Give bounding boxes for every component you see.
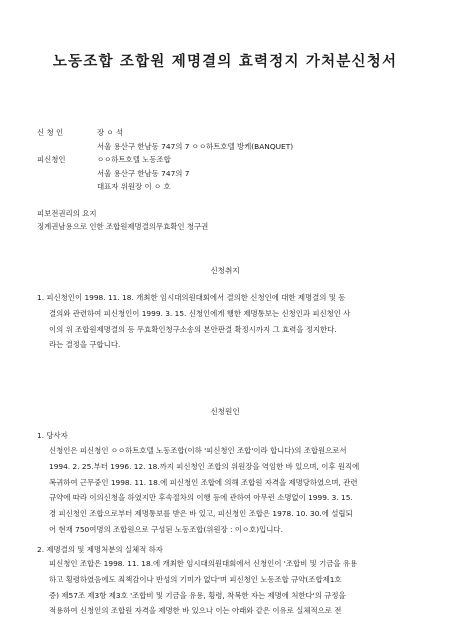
section-1-paragraph <box>49 443 359 538</box>
section-1-line: 복귀하여 근무중인 1998. 11. 18.에 피신청인 조합에 의해 조합원 자격을 제명당하였으며, 관련 <box>49 477 358 487</box>
section-2-paragraph <box>49 556 357 619</box>
document-title: 노동조합 조합원 제명결의 효력정지 가처분신청서 <box>52 53 398 70</box>
section-1-line: 신청인은 피신청인 ㅇㅇ하트호텔 노동조합(이하 '피신청인 조합'이라 합니다)의 조합원으로서 <box>49 446 347 455</box>
section-2-line: 증) 제57조 제3항 제3호 '조합비 및 기금을 유용, 횡령, 착복한 자는 제명에 처한다'의 규정을 <box>49 590 346 600</box>
protected-right-label: 피보전권리의 요지 <box>37 209 97 218</box>
section-2-line: 하고 횡령하였음에도 죄책감이나 반성의 기미가 없다'며 피신청인 노동조합 규약(조합제1호 <box>49 574 342 584</box>
respondent-label: 피신청인 <box>37 155 66 164</box>
respondent-name: ㅇㅇ하트호텔 노동조합 <box>97 155 171 164</box>
respondent-representative: 대표자 위원장 이 ㅇ 호 <box>97 182 171 191</box>
purpose-line: 라는 결정을 구합니다. <box>49 340 121 350</box>
reasons-heading: 신청원인 <box>210 407 240 416</box>
section-2-line: 피신청인 조합은 1998. 11. 18.에 개최한 임시대의원대회에서 신청인이 '조합비 및 기금을 유용 <box>49 559 358 568</box>
purpose-line: 이의 위 조합원제명결의 등 무효확인청구소송의 본안판결 확정시까지 그 효력을 정지한다. <box>49 324 337 334</box>
purpose-line: 결의와 관련하여 피신청인이 1999. 3. 15. 신청인에게 행한 제명통보는 신청인과 피신청인 사 <box>49 308 351 318</box>
applicant-address: 서울 용산구 한남동 747의 7 ㅇㅇ하트호텔 방케(BANQUET) <box>97 142 294 151</box>
purpose-heading: 신청취지 <box>210 266 240 275</box>
section-1-line: 어 현재 750여명의 조합원으로 구성된 노동조합(위원장 : 이ㅇ호)입니다. <box>49 524 283 534</box>
respondent-address: 서울 용산구 한남동 747의 7 <box>97 169 190 178</box>
section-1-line: 규약에 따라 이의신청을 하였지만 후속절차의 이행 등에 관하여 아무런 소명없이 1999. 3. 15. <box>49 493 353 503</box>
section-1-line: 1994. 2. 25.부터 1996. 12. 18.까지 피신청인 조합의 위원장을 역임한 바 있으며, 이후 원직에 <box>49 461 360 471</box>
section-2-title: 2. 제명결의 및 제명처분의 실체적 하자 <box>37 545 163 554</box>
section-1-title: 1. 당사자 <box>37 431 68 440</box>
applicant-name: 장 ㅇ 석 <box>97 128 124 137</box>
purpose-line: 1. 피신청인이 1998. 11. 18. 개최한 임시대의원대회에서 결의한 신청인에 대한 제명결의 및 동 <box>37 293 346 302</box>
section-2-line: 적용하여 신청인의 조합원 자격을 제명한 바 있으나 이는 아래와 같은 이유로 실체적으로 전 <box>49 606 342 616</box>
applicant-label: 신 청 인 <box>37 128 64 137</box>
purpose-paragraph <box>37 290 350 353</box>
section-1-line: 경 피신청인 조합으로부터 제명통보를 받은 바 있고, 피신청인 조합은 1978. 10. 30.에 설립되 <box>49 509 353 519</box>
protected-right-content: 징계권남용으로 인한 조합원제명결의무효확인 청구권 <box>37 222 209 231</box>
